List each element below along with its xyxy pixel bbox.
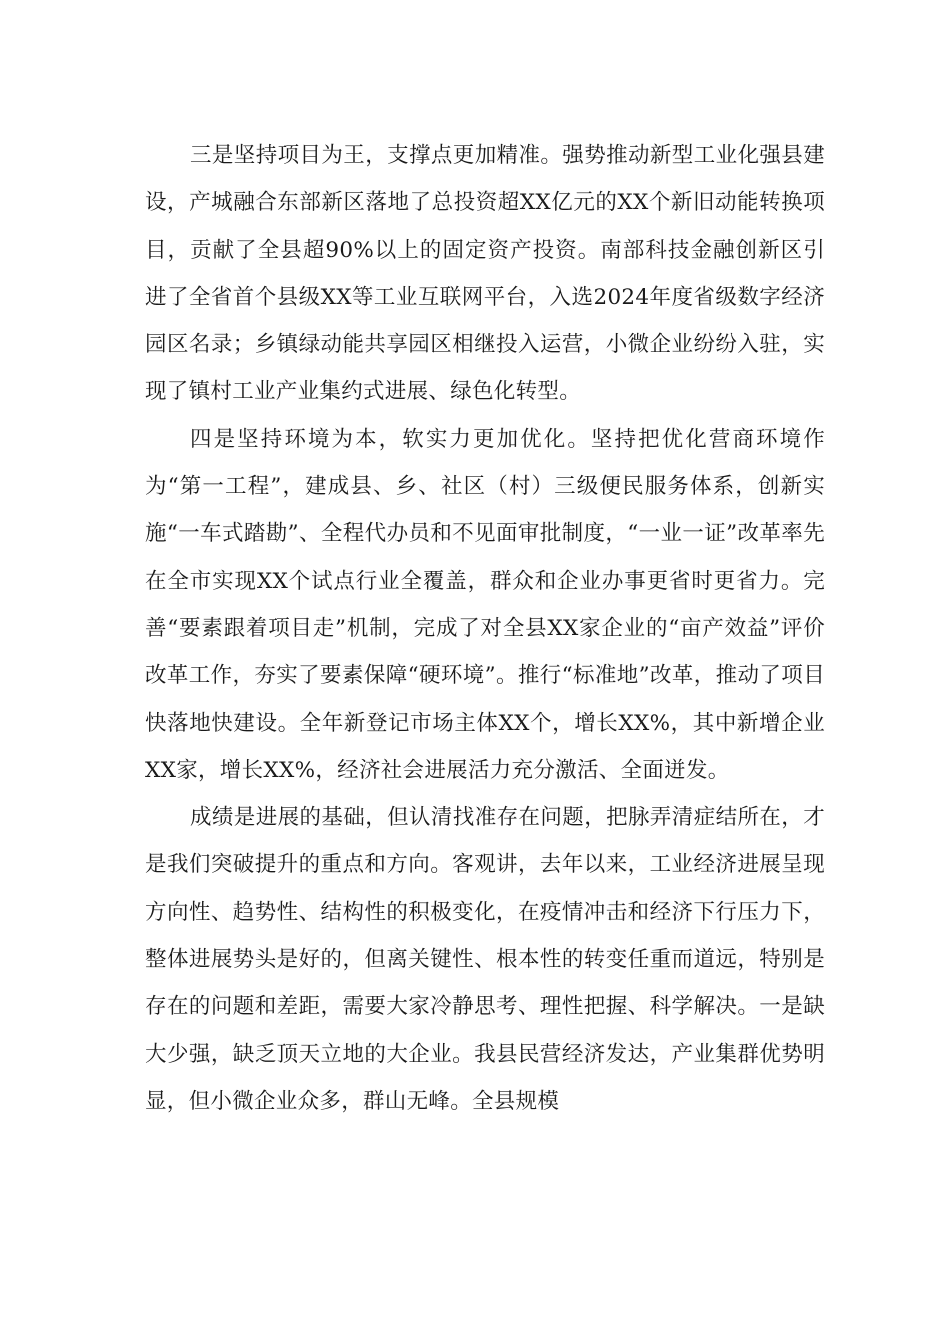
paragraph-problems: 成绩是进展的基础，但认清找准存在问题，把脉弄清症结所在，才是我们突破提升的重点和方向。客观讲，去年以来，工业经济进展呈现方向性、趋势性、结构性的积极变化，在疫情冲击和经济下行压力下，整体进展势头是好的，但离关键性、根本性的转变任重而道远，特别是存在的问题和差距，需要大家冷静思考、理性把握、科学解决。一是缺大少强，缺乏顶天立地的大企业。我县民营经济发达，产业集群优势明显，但小微企业众多，群山无峰。全县规模 <box>145 805 825 1114</box>
paragraph-environment: 四是坚持环境为本，软实力更加优化。坚持把优化营商环境作为“第一工程”，建成县、乡、社区（村）三级便民服务体系，创新实施“一车式踏勘”、全程代办员和不见面审批制度，“一业一证”改革率先在全市实现XX个试点行业全覆盖，群众和企业办事更省时更省力。完善“要素跟着项目走”机制，完成了对全县XX家企业的“亩产效益”评价改革工作，夯实了要素保障“硬环境”。推行“标准地”改革，推动了项目快落地快建设。全年新登记市场主体XX个，增长XX%，其中新增企业XX家，增长XX%，经济社会进展活力充分激活、全面迸发。 <box>145 426 825 783</box>
document-page <box>145 132 825 1125</box>
paragraph-project: 三是坚持项目为王，支撑点更加精准。强势推动新型工业化强县建设，产城融合东部新区落地了总投资超XX亿元的XX个新旧动能转换项目，贡献了全县超90%以上的固定资产投资。南部科技金融创新区引进了全省首个县级XX等工业互联网平台，入选2024年度省级数字经济园区名录；乡镇绿动能共享园区相继投入运营，小微企业纷纷入驻，实现了镇村工业产业集约式进展、绿色化转型。 <box>145 143 825 405</box>
